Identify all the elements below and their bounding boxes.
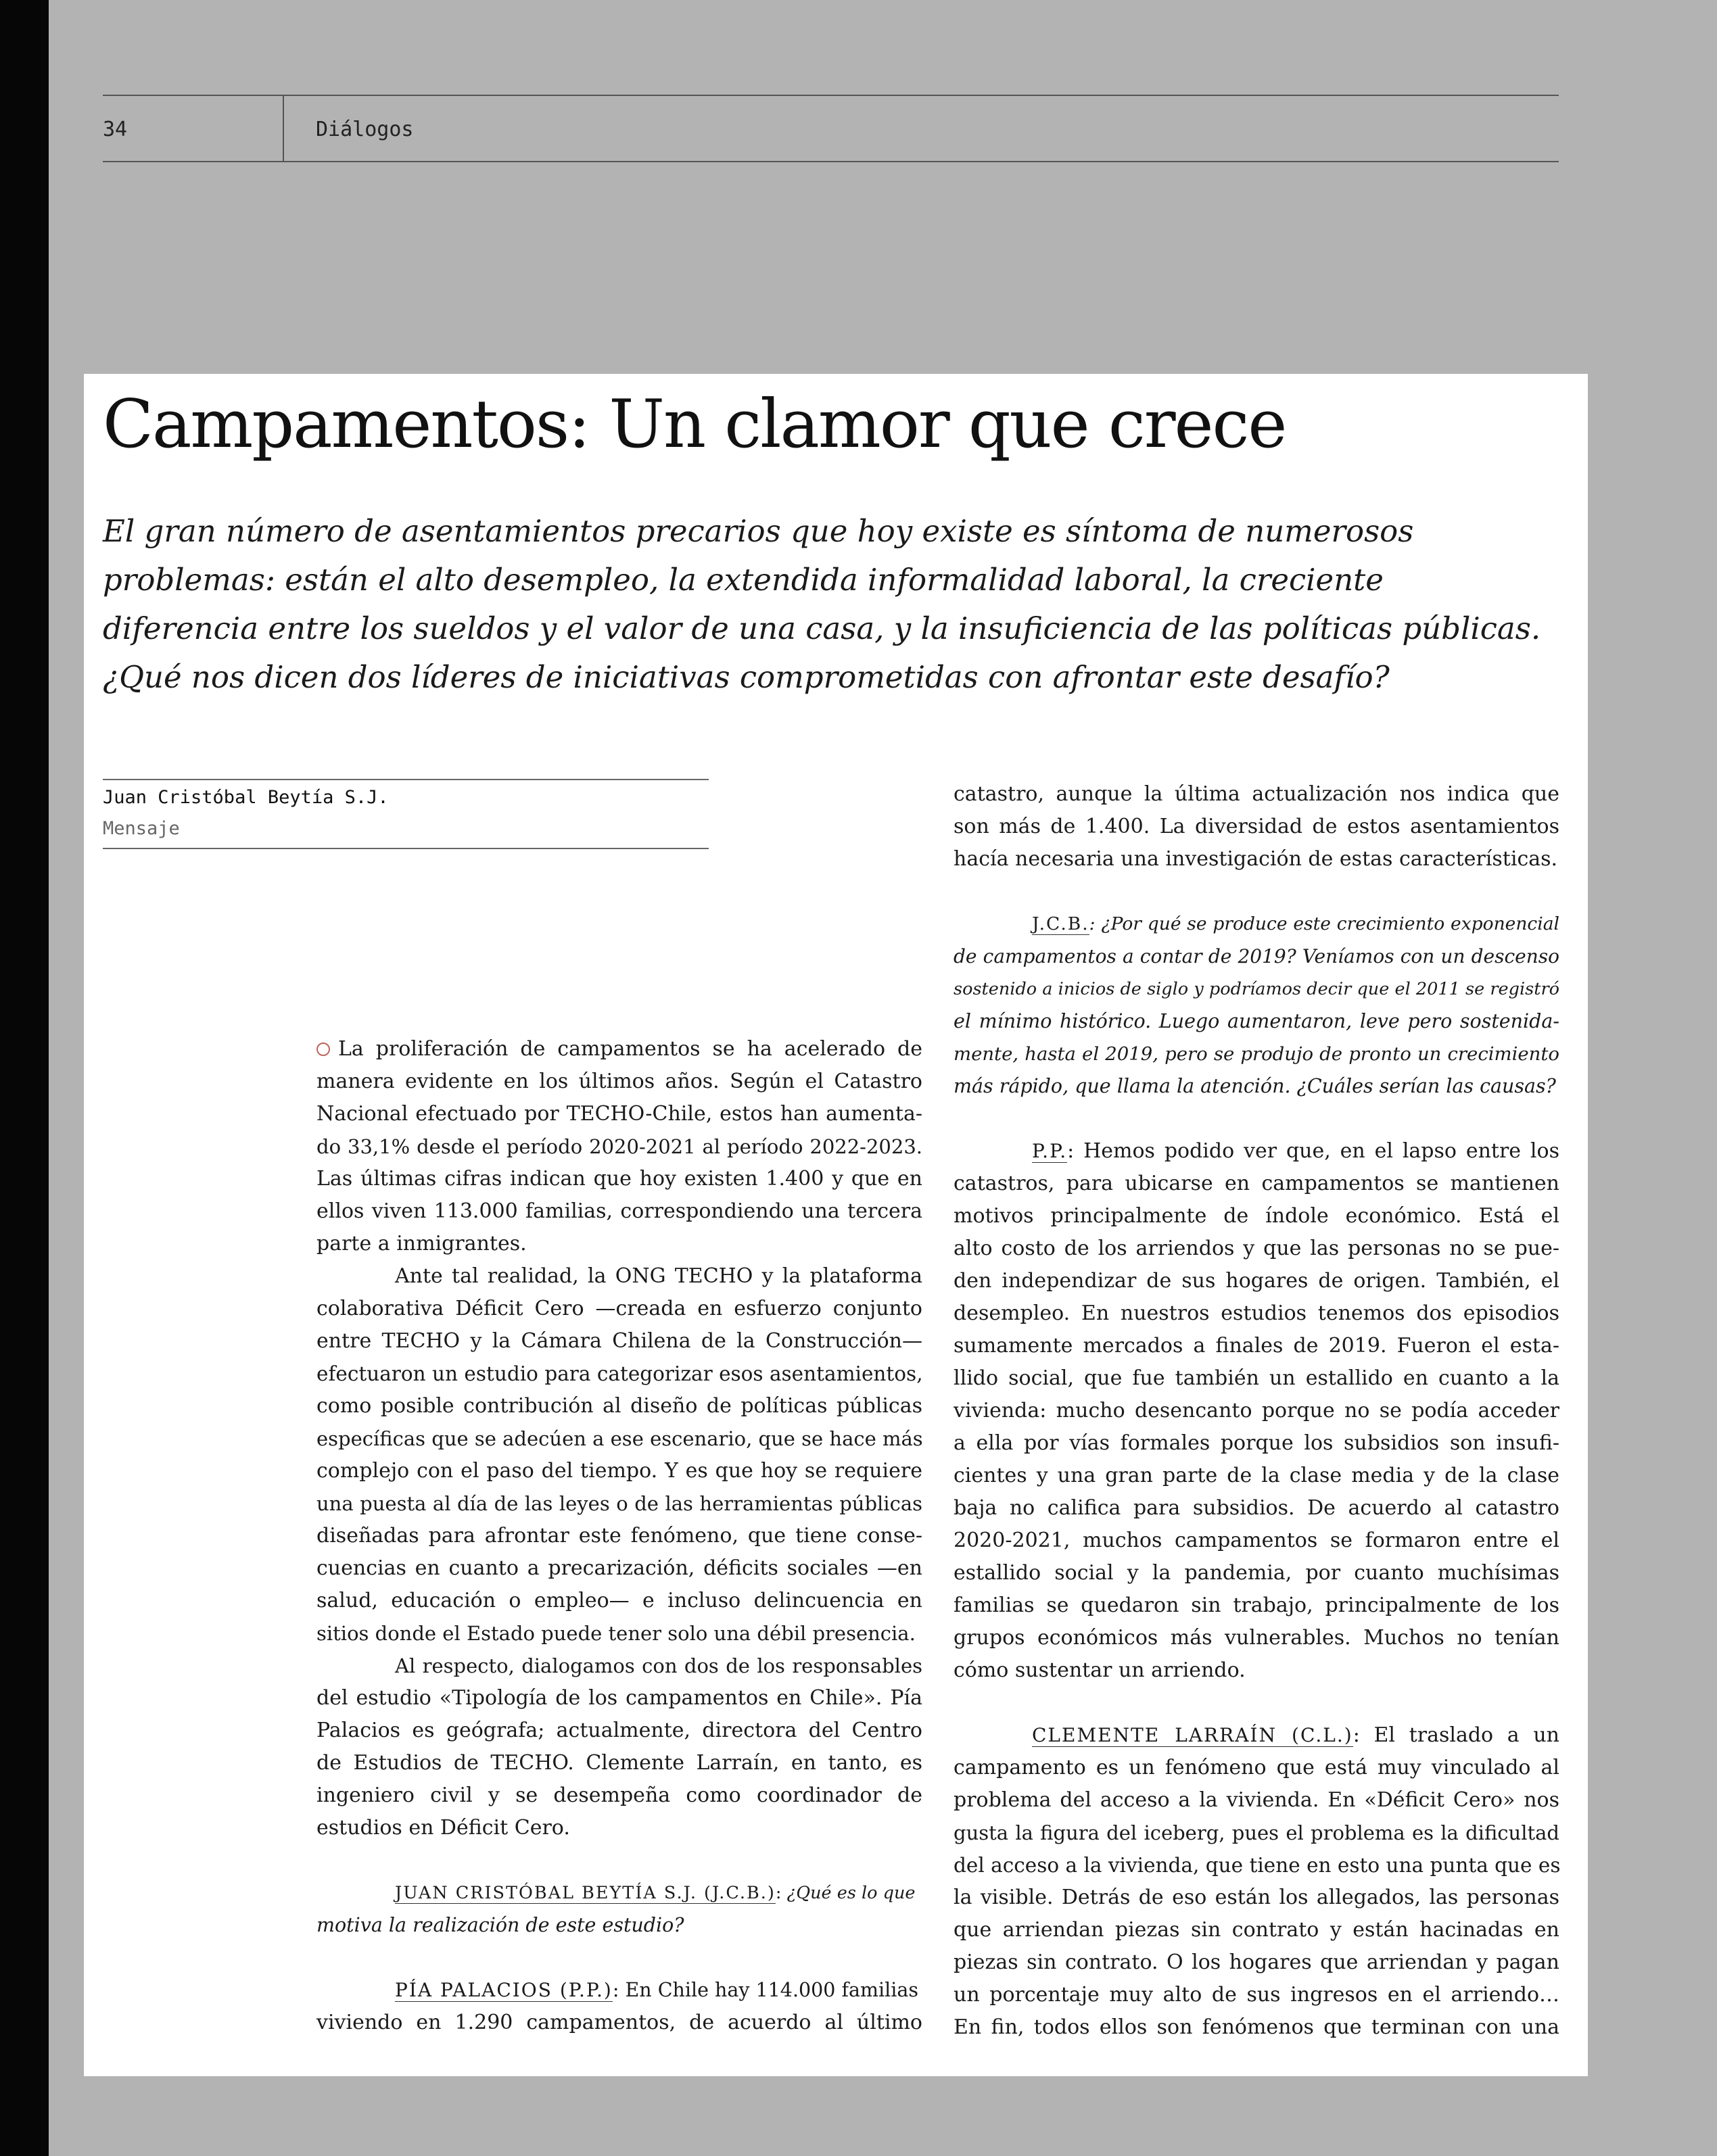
text-line: cientes y una gran parte de la clase media y de la clase [954,1464,1559,1487]
speaker-label: CLEMENTE LARRAÍN (C.L.) [1032,1724,1353,1746]
paragraph-gap [954,1103,1559,1135]
text-line: parte a inmigrantes. [316,1232,527,1255]
text-line: son más de 1.400. La diversidad de estos asentamientos [954,815,1559,838]
page-number: 34 [103,118,128,141]
text-line: ingeniero civil y se desempeña como coordinador de [316,1783,922,1807]
speaker-label: J.C.B. [1032,913,1089,934]
text-line: sumamente mercados a finales de 2019. Fueron el esta- [954,1334,1559,1358]
text-line: problema del acceso a la vivienda. En «Déficit Cero» nos [954,1788,1559,1812]
question-line: más rápido, que llama la atención. ¿Cuáles serían las causas? [954,1075,1556,1097]
text-line: motivos principalmente de índole económico. Está el [954,1204,1559,1228]
text-line: estallido social y la pandemia, por cuanto muchísimas [954,1561,1559,1585]
speaker-label: PÍA PALACIOS (P.P.) [395,1979,613,2001]
text-line: Las últimas cifras indican que hoy existen 1.400 y que en [316,1167,922,1191]
text-line: complejo con el paso del tiempo. Y es que hoy se requiere [316,1459,922,1483]
text-line: sitios donde el Estado puede tener solo una débil presencia. [316,1622,916,1645]
answer-line: CLEMENTE LARRAÍN (C.L.): El traslado a un [1032,1723,1559,1747]
text-line: del estudio «Tipología de los campamentos en Chile». Pía [316,1686,922,1710]
section-name: Diálogos [316,118,414,141]
text-line: la visible. Detrás de eso están los allegados, las personas [954,1886,1559,1909]
lede-line: ¿Qué nos dicen dos líderes de iniciativas comprometidas con afrontar este desafío? [103,659,1390,695]
question-line: mente, hasta el 2019, pero se produjo de pronto un crecimiento [954,1043,1559,1065]
paragraph-gap [954,1687,1559,1719]
text-line: a ella por vías formales porque los subsidios son insufi- [954,1431,1559,1455]
question-line: de campamentos a contar de 2019? Veníamos con un descenso [954,945,1559,967]
question-line: sostenido a inicios de siglo y podríamos decir que el 2011 se registró [954,979,1559,999]
text-line: vivienda: mucho desencanto porque no se podía acceder [954,1399,1559,1422]
text-line: como posible contribución al diseño de políticas públicas [316,1394,922,1418]
text-line: Palacios es geógrafa; actualmente, directora del Centro [316,1719,922,1742]
text-line: do 33,1% desde el período 2020-2021 al período 2022-2023. [316,1135,922,1158]
text-line: desempleo. En nuestros estudios tenemos dos episodios [954,1301,1559,1325]
lede-line: El gran número de asentamientos precarios que hoy existe es síntoma de numerosos [103,513,1414,549]
text-line: alto costo de los arriendos y que las personas no se pue- [954,1237,1559,1260]
text-line: Ante tal realidad, la ONG TECHO y la plataforma [395,1264,922,1288]
text-line: gusta la figura del iceberg, pues el problema es la dificultad [954,1821,1559,1844]
paragraph-mark-icon [316,1043,330,1056]
header-divider [283,96,284,161]
question-line: el mínimo histórico. Luego aumentaron, leve pero sostenida- [954,1010,1559,1032]
byline-author: Juan Cristóbal Beytía S.J. [103,787,389,808]
question-line: JUAN CRISTÓBAL BEYTÍA S.J. (J.C.B.): ¿Qué es lo que [395,1883,916,1903]
text-line: salud, educación o empleo— e incluso delincuencia en [316,1589,922,1612]
text-line: baja no califica para subsidios. De acuerdo al catastro [954,1496,1559,1520]
text-line: un porcentaje muy alto de sus ingresos en el arriendo… [954,1983,1559,2007]
answer-line: P.P.: Hemos podido ver que, en el lapso entre los [1032,1139,1559,1163]
text-line: En fin, todos ellos son fenómenos que terminan con una [954,2015,1559,2039]
text-line: grupos económicos más vulnerables. Muchos no tenían [954,1626,1559,1650]
text-line: piezas sin contrato. O los hogares que arriendan y pagan [954,1950,1559,1974]
paragraph-gap [316,1942,922,1974]
text-line: de Estudios de TECHO. Clemente Larraín, en tanto, es [316,1751,922,1775]
question-line: J.C.B.: ¿Por qué se produce este crecimiento exponencial [1032,913,1559,934]
text-line: hacía necesaria una investigación de estas características. [954,847,1558,871]
byline [103,779,709,849]
text-line: diseñadas para afrontar este fenómeno, que tiene conse- [316,1524,922,1548]
text-line: que arriendan piezas sin contrato y están hacinadas en [954,1918,1559,1942]
text-line: den independizar de sus hogares de origen. También, el [954,1269,1559,1293]
text-line: Al respecto, dialogamos con dos de los responsables [395,1654,922,1677]
text-line: cómo sustentar un arriendo. [954,1658,1246,1682]
text-line: específicas que se adecúen a ese escenario, que se hace más [316,1427,923,1450]
paragraph-gap [954,876,1559,908]
text-column-left [316,1033,922,2039]
text-column-right [954,778,1559,2044]
text-line: una puesta al día de las leyes o de las herramientas públicas [316,1492,922,1515]
text-line: viviendo en 1.290 campamentos, de acuerdo al último [316,2011,922,2034]
question-block [954,908,1559,1103]
text-line: del acceso a la vivienda, que tiene en esto una punta que es [954,1854,1561,1877]
lede-line: problemas: están el alto desempleo, la extendida informalidad laboral, la creciente [103,562,1384,598]
running-header [103,95,1559,162]
text-line: colaborativa Déficit Cero —creada en esfuerzo conjunto [316,1297,922,1320]
text-line: Nacional efectuado por TECHO-Chile, estos han aumenta- [316,1102,922,1126]
speaker-label: JUAN CRISTÓBAL BEYTÍA S.J. (J.C.B.) [395,1883,776,1903]
paragraph-gap [316,1844,922,1877]
text-line: manera evidente en los últimos años. Según el Catastro [316,1070,922,1093]
text-line: campamento es un fenómeno que está muy vinculado al [954,1756,1559,1779]
text-line: 2020-2021, muchos campamentos se formaron entre el [954,1529,1559,1552]
text-line: familias se quedaron sin trabajo, principalmente de los [954,1594,1559,1617]
text-line: catastros, para ubicarse en campamentos se mantienen [954,1172,1559,1195]
lede-line: diferencia entre los sueldos y el valor de una casa, y la insuficiencia de las políticas públicas. [103,610,1541,646]
article-lede [103,507,1550,702]
answer-line: PÍA PALACIOS (P.P.): En Chile hay 114.000 familias [395,1979,918,2001]
text-line: catastro, aunque la última actualización nos indica que [954,782,1559,806]
text-line: cuencias en cuanto a precarización, déficits sociales —en [316,1556,922,1580]
left-page-edge [0,0,49,2156]
text-line: llido social, que fue también un estallido en cuanto a la [954,1366,1559,1390]
text-line: entre TECHO y la Cámara Chilena de la Construcción— [316,1329,922,1353]
text-line: ellos viven 113.000 familias, correspondiendo una tercera [316,1199,922,1223]
speaker-label: P.P. [1032,1140,1068,1162]
question-line: motiva la realización de este estudio? [316,1914,684,1936]
article-title: Campamentos: Un clamor que crece [103,386,1286,463]
byline-publication: Mensaje [103,818,180,839]
text-line: La proliferación de campamentos se ha acelerado de [316,1033,922,1065]
text-line: efectuaron un estudio para categorizar esos asentamientos, [316,1362,923,1385]
text-line: estudios en Déficit Cero. [316,1816,570,1840]
